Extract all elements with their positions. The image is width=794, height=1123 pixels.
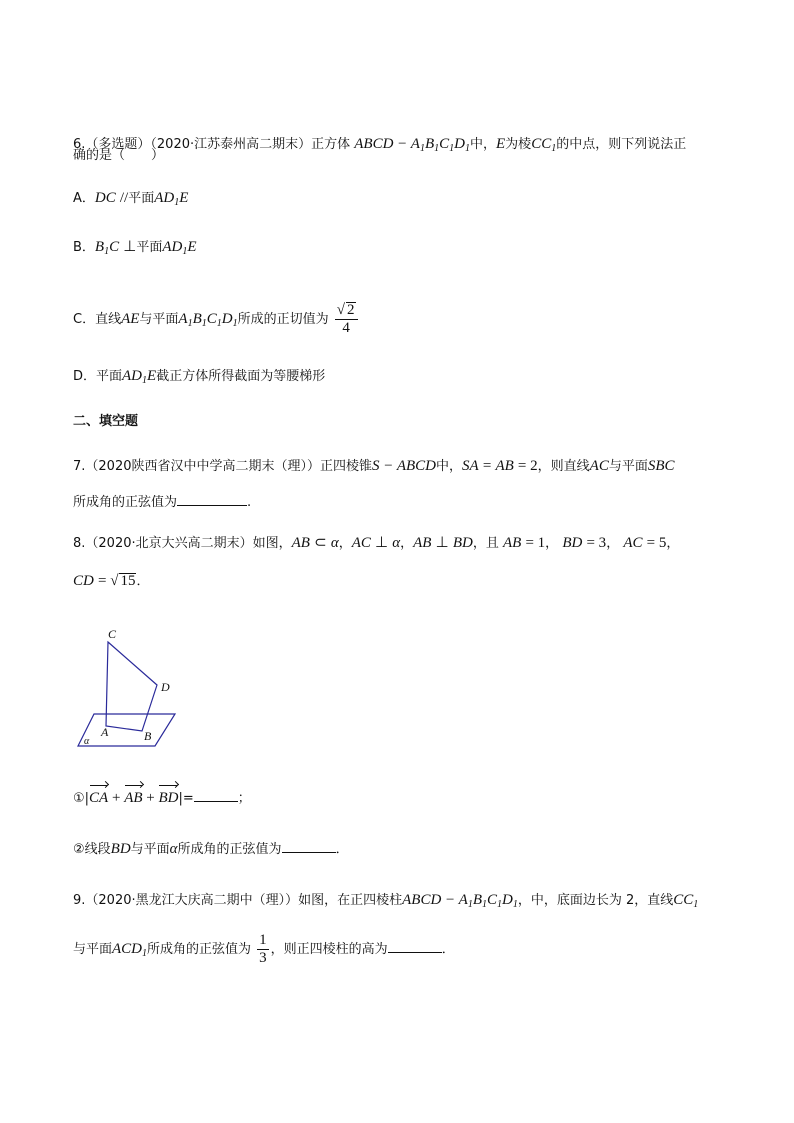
math: AC — [351, 535, 371, 551]
math: AB — [495, 458, 514, 474]
q8-text: ， — [606, 536, 620, 551]
fraction-numerator: 2 — [347, 302, 355, 318]
q9-number: 9. — [73, 893, 86, 908]
q8-text: ， — [666, 536, 680, 551]
q6-number: 6. — [73, 137, 86, 152]
q8-line1 — [73, 533, 679, 554]
q8-number: 8. — [73, 536, 86, 551]
q8-line2 — [73, 571, 149, 592]
q6-point-e: E — [496, 136, 506, 152]
q7-line1 — [73, 456, 675, 477]
q9-line1 — [73, 890, 698, 911]
answer-blank[interactable] — [282, 838, 336, 853]
q8-text: ①| — [73, 791, 90, 806]
q8-text: ， — [338, 536, 352, 551]
answer-blank[interactable] — [194, 787, 238, 802]
q6-option-b — [73, 237, 197, 258]
option-text: 平面 — [136, 240, 163, 255]
q8-text: ②线段 — [73, 842, 111, 857]
q6-line2 — [73, 146, 164, 166]
label-b: B — [144, 729, 152, 743]
q8-text: 所成角的正弦值为 — [177, 842, 282, 857]
q6-tag: （多选题）（2020·江苏泰州高二期末）正方体 — [85, 137, 351, 152]
q6-option-d — [73, 366, 325, 387]
vector-ca: CA — [89, 790, 109, 806]
option-label: A． — [73, 191, 95, 206]
fraction-denominator: 3 — [259, 950, 267, 966]
q7-text: 所成角的正弦值为 — [73, 495, 178, 510]
math: $B_1C$ — [94, 239, 120, 257]
math: ABCD − $A_1B_1C_1D_1$ — [402, 892, 518, 910]
q8-sub1 — [73, 787, 251, 809]
q9-text: 与平面 — [73, 942, 113, 957]
q6-text: 为棱 — [505, 137, 532, 152]
q7-text: . — [247, 495, 252, 510]
fraction-one-third — [257, 932, 269, 967]
math: ⊥ — [375, 535, 389, 551]
math: α — [392, 535, 401, 551]
q6-text: 确的是（ ） — [73, 148, 165, 163]
option-label: C．直线 — [73, 312, 122, 327]
geometry-figure — [70, 620, 200, 755]
q6-option-a — [73, 188, 188, 209]
math: = — [482, 458, 492, 474]
q9-text: ． — [441, 942, 455, 957]
q8-text: （2020·北京大兴高二期末）如图， — [85, 536, 292, 551]
label-d: D — [161, 680, 170, 694]
option-label: B． — [73, 240, 95, 255]
math: ⊥ — [435, 535, 449, 551]
math: = √ 15 — [97, 573, 136, 589]
option-text: 与平面 — [139, 312, 179, 327]
q8-text: ， — [545, 536, 559, 551]
q8-text: |= — [178, 791, 194, 806]
math: BD — [562, 535, 583, 551]
q7-line2 — [73, 491, 251, 513]
q6-text: 中， — [469, 137, 496, 152]
q7-text: ，则直线 — [537, 459, 590, 474]
q6-option-c — [73, 302, 360, 337]
q8-text: ． — [136, 574, 150, 589]
math: α — [330, 535, 339, 551]
math: $AD_1E$ — [154, 190, 189, 208]
label-c: C — [108, 627, 117, 641]
option-text: 截正方体所得截面为等腰梯形 — [156, 369, 326, 384]
q6-edge: $CC_1$ — [531, 136, 557, 154]
vector-ab: AB — [124, 790, 143, 806]
math: + — [142, 790, 159, 806]
math: AE — [121, 311, 140, 327]
math: α — [169, 841, 178, 857]
math: = 2 — [517, 458, 538, 474]
math: = 3 — [586, 535, 607, 551]
q7-text: 中， — [436, 459, 463, 474]
q6-line1 — [73, 134, 686, 155]
math: $ACD_1$ — [112, 941, 148, 959]
math: S − ABCD — [372, 458, 437, 474]
math: AC — [589, 458, 609, 474]
math: $CC_1$ — [673, 892, 699, 910]
fraction-sqrt2-over-4: $\frac{√ 2}{4}$ — [335, 302, 358, 337]
answer-blank[interactable] — [388, 938, 442, 953]
math: // — [119, 190, 129, 206]
label-a: A — [101, 725, 109, 739]
q8-text: 与平面 — [130, 842, 170, 857]
math: AC — [623, 535, 643, 551]
answer-blank[interactable] — [177, 491, 247, 506]
q9-text: ，则正四棱柱的高为 — [270, 942, 388, 957]
math: BD — [110, 841, 131, 857]
fraction-numerator: 1 — [259, 932, 267, 948]
math: = 5 — [646, 535, 667, 551]
q7-text: 与平面 — [608, 459, 648, 474]
math: = 1 — [525, 535, 546, 551]
q7-text: （2020陕西省汉中中学高二期末（理））正四棱锥 — [85, 459, 372, 474]
q8-text: 且 — [485, 536, 499, 551]
math: AB — [413, 535, 432, 551]
q8-sub2 — [73, 838, 349, 860]
q7-number: 7. — [73, 459, 86, 474]
math: AB — [291, 535, 310, 551]
option-text: 所成的正切值为 — [237, 312, 329, 327]
q9-text: （2020·黑龙江大庆高二期中（理））如图，在正四棱柱 — [85, 893, 403, 908]
quadrilateral-acdb — [106, 642, 157, 731]
q6-cube: ABCD − $A_1B_1C_1D_1$ — [354, 136, 470, 154]
vector-bd: BD — [158, 790, 179, 806]
q8-text: ． — [335, 842, 349, 857]
math: $A_1B_1C_1D_1$ — [178, 311, 238, 329]
math: BD — [452, 535, 473, 551]
math: SBC — [647, 458, 675, 474]
q6-text: 的中点，则下列说法正 — [556, 137, 687, 152]
math: ⊂ — [314, 535, 327, 551]
plane-alpha — [78, 714, 175, 746]
math: $AD_1E$ — [122, 368, 157, 386]
q8-text: ， — [472, 536, 486, 551]
math: CD — [73, 573, 94, 589]
sqrt-value: 15 — [120, 573, 136, 589]
label-alpha: α — [84, 736, 90, 747]
section-heading: 二、填空题 — [73, 414, 139, 429]
q8-text: ， — [400, 536, 414, 551]
q9-text: 所成角的正弦值为 — [147, 942, 252, 957]
math: $AD_1E$ — [162, 239, 197, 257]
q8-text: ； — [237, 791, 251, 806]
math: AB — [502, 535, 522, 551]
fraction-denominator: 4 — [342, 320, 350, 336]
option-label: D．平面 — [73, 369, 123, 384]
math: + — [108, 790, 125, 806]
math: ⊥ — [123, 239, 137, 255]
q9-line2 — [73, 932, 455, 967]
q9-text: ，中，底面边长为 2，直线 — [517, 893, 674, 908]
option-text: 平面 — [128, 191, 155, 206]
math: SA — [462, 458, 479, 474]
math: DC — [94, 190, 116, 206]
